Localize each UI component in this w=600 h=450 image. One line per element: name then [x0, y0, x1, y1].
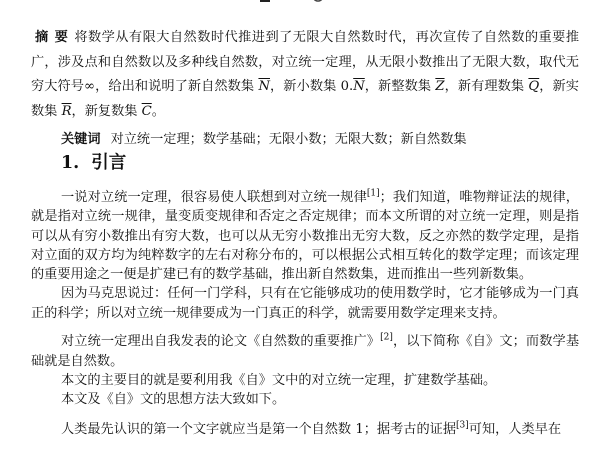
symbol-new-natural-set: $\overline{N}$ — [258, 79, 270, 94]
paragraph-1b — [31, 284, 579, 323]
p3-text: 本文的主要目的就是要利用我《自》文中的对立统一定理，扩建数学基础。 — [61, 373, 497, 388]
paragraph-4 — [31, 391, 579, 409]
citation-ref-3[interactable]: [3] — [456, 420, 469, 431]
keywords — [61, 131, 581, 149]
abstract-label: 摘要 — [35, 30, 75, 45]
paragraph-5 — [31, 420, 579, 440]
p5-text-b: 可知，人类早在 — [468, 422, 562, 437]
citation-ref-1[interactable]: [1] — [366, 188, 380, 199]
p1-text-a: 一说对立统一定理，很容易使人联想到对立统一规律 — [61, 190, 367, 205]
symbol-new-decimal-set: $\overline{N}$ — [353, 79, 365, 94]
abstract-text-4: ，新有理数集 — [444, 79, 529, 94]
abstract-text-3: ，新整数集 — [364, 79, 436, 94]
p1-text-c: 因为马克思说过：任何一门学科，只有在它能够成功的使用数学时，它才能够成为一门真正的科学；所以对立统一规律要成为一门真正的科学，就需要用数学定理来支持。 — [31, 286, 579, 321]
symbol-new-integer-set: $\overline{Z}$ — [435, 79, 445, 94]
abstract — [31, 26, 579, 124]
abstract-text-7: 。 — [151, 103, 165, 119]
section-number: 1. — [61, 153, 80, 173]
p2-text-b: ，以下简称《自》文；而数学基础就是自然数。 — [31, 334, 580, 369]
keywords-label: 关键词 — [61, 132, 101, 147]
p4-text: 本文及《自》文的思想方法大致如下。 — [61, 392, 286, 407]
paragraph-1 — [31, 188, 579, 323]
keywords-text: 对立统一定理；数学基础；无限小数；无限大数；新自然数集 — [110, 132, 467, 147]
paragraph-1a — [31, 188, 579, 284]
p5-text-a: 人类最先认识的第一个文字就应当是第一个自然数 1；据考古的证据 — [61, 422, 457, 437]
symbol-new-complex-set: $\overline{C}$ — [141, 103, 152, 119]
abstract-text-1: 将数学从有限大自然数时代推进到了无限大自然数时代，再次宣传了自然数的重要推广，涉及点和自然数以及多种线自然数，对立统一定理，从无限小数推出了无限大数，取代无穷大符号∞，给出和说明了新自然数集 — [31, 30, 580, 94]
section-title: 引言 — [91, 153, 127, 173]
p2-text-a: 对立统一定理出自我发表的论文《自然数的重要推广》 — [61, 334, 381, 349]
paragraph-2 — [31, 332, 579, 372]
paragraph-3 — [31, 372, 579, 390]
p1-text-b: ；我们知道，唯物辩证法的规律，就是指对立统一规律，量变质变规律和否定之否定规律；而本文所谓的对立统一定理，则是指可以从有穷小数推出有穷大数，也可以从无穷小数推出无穷大数，反之亦然的数学定理，是指对立面的双方均为纯粹数字的左右对称分布的，可以根据公式相互转化的数学定理；而该定理的重要用途之一便是扩建已有的数学基础，推出新自然数集，进而推出一些列新数集。 — [31, 190, 579, 283]
symbol-new-rational-set: $\overline{Q}$ — [528, 79, 540, 94]
abstract-text-6: ，新复数集 — [71, 103, 142, 119]
abstract-text-2: ，新小数集 0. — [269, 79, 354, 94]
section-heading — [61, 152, 126, 174]
citation-ref-2[interactable]: [2] — [380, 332, 393, 343]
cropped-header-marks-icon — [256, 0, 346, 6]
abstract-text-5: ，新实数集 — [31, 79, 579, 119]
symbol-new-real-set: $\overline{R}$ — [61, 103, 72, 119]
